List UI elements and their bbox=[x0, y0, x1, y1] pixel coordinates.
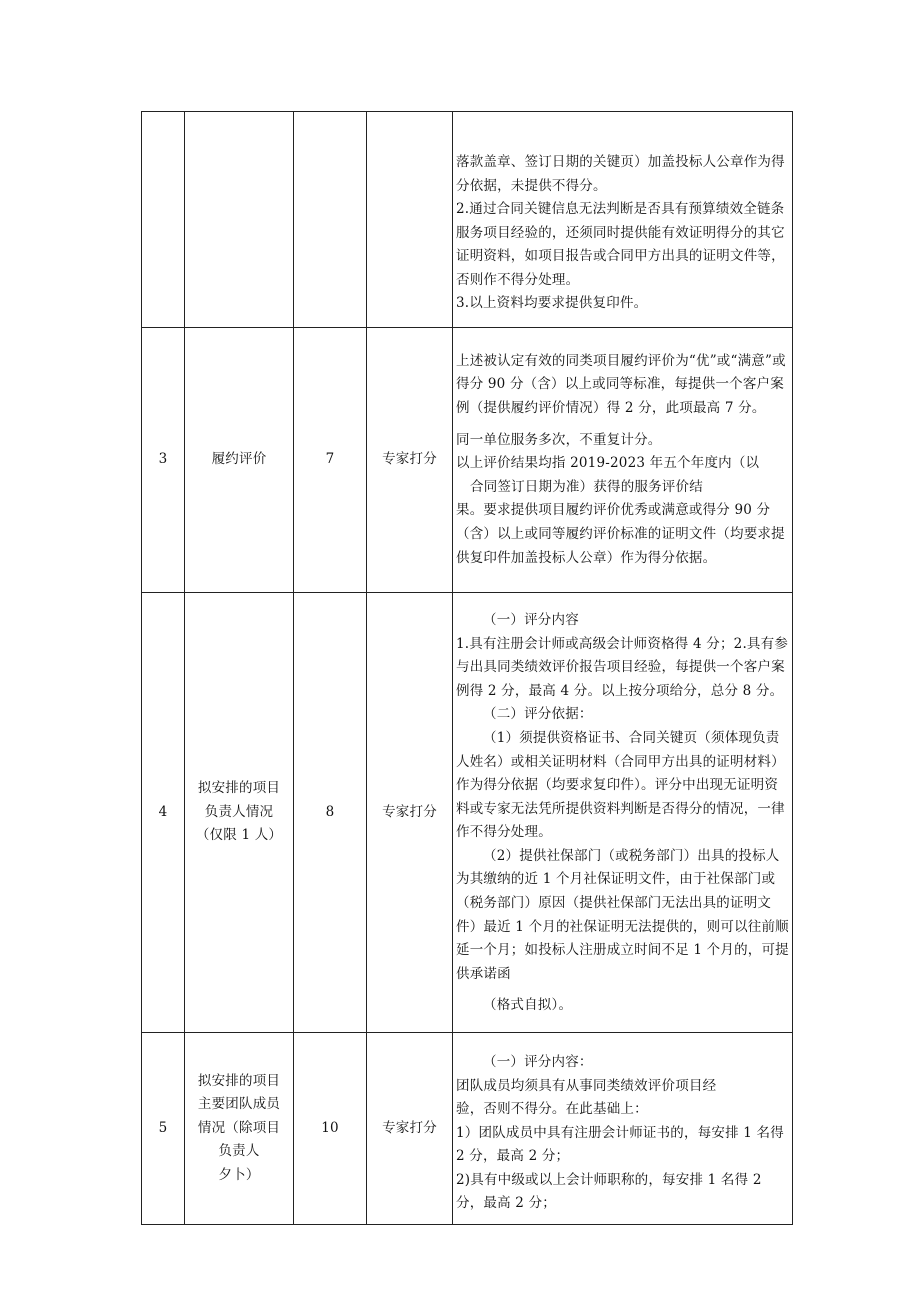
scoring-table bbox=[141, 111, 793, 1225]
criteria-cell bbox=[453, 328, 793, 593]
item-name-line: 主要团队成员 bbox=[197, 1096, 281, 1113]
criteria-text: 以上评价结果均指 2019-2023 年五个年度内（以 bbox=[456, 455, 760, 472]
criteria-text: （2）提供社保部门（或税务部门）出具的投标人为其缴纳的近 1 个月社保证明文件，由于社保部门或（税务部门）原因（提供社保部门无法出具的证明文件）最近 1 个月的社保证明无法提供的，则可以往前顺延一个月；如投标人注册成立时间不足 1 个月的，可提供承诺函 bbox=[456, 847, 789, 982]
item-name-line: 拟安排的项目 bbox=[197, 1072, 281, 1089]
item-name-line: （仅限 1 人） bbox=[195, 827, 283, 844]
table-row bbox=[142, 328, 793, 593]
score-cell: 10 bbox=[294, 1033, 367, 1225]
row-number-cell: 3 bbox=[142, 328, 185, 593]
table-row bbox=[142, 112, 793, 328]
item-name-cell bbox=[185, 328, 294, 593]
method-cell: 专家打分 bbox=[367, 1033, 453, 1225]
criteria-heading: （二）评分依据： bbox=[483, 706, 593, 723]
score-cell bbox=[294, 112, 367, 328]
criteria-text: 1）团队成员中具有注册会计师证书的，每安排 1 名得 2 分，最高 2 分； bbox=[456, 1124, 784, 1165]
criteria-text: 上述被认定有效的同类项目履约评价为“优”或“满意”或得分 90 分（含）以上或同等标准，每提供一个客户案例（提供履约评价情况）得 2 分，此项最高 7 分。 bbox=[456, 352, 786, 417]
criteria-heading: （一）评分内容： bbox=[483, 1053, 593, 1070]
criteria-text: 同一单位服务多次，不重复计分。 bbox=[456, 431, 662, 448]
criteria-text: （格式自拟）。 bbox=[483, 997, 573, 1014]
item-name-cell bbox=[185, 593, 294, 1033]
method-cell: 专家打分 bbox=[367, 328, 453, 593]
item-name-line: 履约评价 bbox=[211, 451, 267, 468]
criteria-cell bbox=[453, 112, 793, 328]
method-cell: 专家打分 bbox=[367, 593, 453, 1033]
table-row bbox=[142, 1033, 793, 1225]
item-name-line: 夕卜） bbox=[218, 1166, 260, 1183]
criteria-heading: （一）评分内容 bbox=[483, 611, 579, 628]
criteria-text: 合同签订日期为准）获得的服务评价结 bbox=[470, 478, 703, 495]
criteria-text: 3.以上资料均要求提供复印件。 bbox=[456, 295, 648, 312]
item-name-line: 负责人 bbox=[218, 1143, 260, 1160]
item-name-line: 负责人情况 bbox=[204, 803, 274, 820]
criteria-text: 1.具有注册会计师或高级会计师资格得 4 分；2.具有参与出具同类绩效评价报告项目经验，每提供一个客户案例得 2 分，最高 4 分。以上按分项给分，总分 8 分。 bbox=[456, 635, 789, 699]
score-cell: 8 bbox=[294, 593, 367, 1033]
criteria-text: 落款盖章、签订日期的关键页）加盖投标人公章作为得分依据，未提供不得分。 bbox=[456, 153, 785, 194]
item-name-line: 情况（除项目 bbox=[197, 1119, 281, 1136]
item-name-cell bbox=[185, 1033, 294, 1225]
criteria-text: 2.通过合同关键信息无法判断是否具有预算绩效全链条服务项目经验的，还须同时提供能有效证明得分的其它证明资料，如项目报告或合同甲方出具的证明文件等，否则作不得分处理。 bbox=[456, 201, 785, 288]
row-number-cell bbox=[142, 112, 185, 328]
item-name-line: 拟安排的项目 bbox=[197, 780, 281, 797]
criteria-text: 果。要求提供项目履约评价优秀或满意或得分 90 分（含）以上或同等履约评价标准的证明文件（均要求提供复印件加盖投标人公章）作为得分依据。 bbox=[456, 502, 785, 566]
score-cell: 7 bbox=[294, 328, 367, 593]
row-number-cell: 5 bbox=[142, 1033, 185, 1225]
method-cell bbox=[367, 112, 453, 328]
item-name-cell bbox=[185, 112, 294, 328]
criteria-cell bbox=[453, 1033, 793, 1225]
row-number-cell: 4 bbox=[142, 593, 185, 1033]
criteria-text: 2)具有中级或以上会计师职称的，每安排 1 名得 2 分，最高 2 分； bbox=[456, 1171, 762, 1212]
criteria-text: （1）须提供资格证书、合同关键页（须体现负责人姓名）或相关证明材料（合同甲方出具的证明材料）作为得分依据（均要求复印件）。评分中出现无证明资料或专家无法凭所提供资料判断是否得分的情况，一律作不得分处理。 bbox=[456, 729, 785, 841]
table-row bbox=[142, 593, 793, 1033]
criteria-text: 团队成员均须具有从事同类绩效评价项目经 bbox=[456, 1077, 717, 1094]
criteria-text: 验，否则不得分。在此基础上： bbox=[456, 1101, 648, 1118]
criteria-cell bbox=[453, 593, 793, 1033]
